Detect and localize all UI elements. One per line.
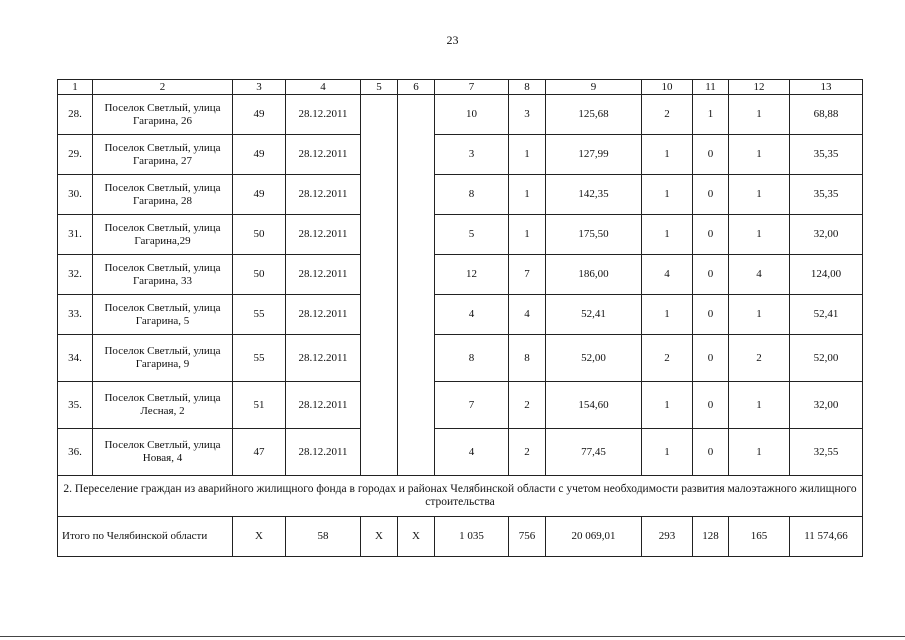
cell-c9: 186,00 — [546, 255, 642, 295]
cell-c10: 1 — [642, 295, 693, 335]
date-cell: 28.12.2011 — [286, 295, 361, 335]
column-header: 5 — [361, 80, 398, 95]
cell-c10: 1 — [642, 215, 693, 255]
cell-col3: 50 — [233, 215, 286, 255]
cell-c13: 32,55 — [790, 429, 863, 476]
address-cell: Поселок Светлый, улица Гагарина, 33 — [93, 255, 233, 295]
cell-c7: 7 — [435, 382, 509, 429]
cell-c11: 0 — [693, 335, 729, 382]
row-number: 29. — [58, 135, 93, 175]
total-cell: 293 — [642, 517, 693, 557]
cell-c11: 1 — [693, 95, 729, 135]
date-cell: 28.12.2011 — [286, 255, 361, 295]
cell-c7: 8 — [435, 335, 509, 382]
cell-c8: 7 — [509, 255, 546, 295]
date-cell: 28.12.2011 — [286, 95, 361, 135]
column-header: 13 — [790, 80, 863, 95]
column-header: 9 — [546, 80, 642, 95]
row-number: 35. — [58, 382, 93, 429]
cell-c12: 2 — [729, 335, 790, 382]
column-header: 4 — [286, 80, 361, 95]
cell-c8: 3 — [509, 95, 546, 135]
cell-c8: 8 — [509, 335, 546, 382]
total-row — [58, 517, 863, 557]
cell-col3: 49 — [233, 95, 286, 135]
address-cell: Поселок Светлый, улица Лесная, 2 — [93, 382, 233, 429]
cell-col3: 49 — [233, 135, 286, 175]
cell-col3: 51 — [233, 382, 286, 429]
cell-c9: 175,50 — [546, 215, 642, 255]
cell-c11: 0 — [693, 175, 729, 215]
cell-c8: 1 — [509, 135, 546, 175]
address-cell: Поселок Светлый, улица Новая, 4 — [93, 429, 233, 476]
cell-c13: 124,00 — [790, 255, 863, 295]
cell-c9: 52,00 — [546, 335, 642, 382]
table-row — [58, 175, 863, 215]
address-cell: Поселок Светлый, улица Гагарина,29 — [93, 215, 233, 255]
cell-c9: 127,99 — [546, 135, 642, 175]
total-cell: 11 574,66 — [790, 517, 863, 557]
cell-c7: 4 — [435, 295, 509, 335]
address-cell: Поселок Светлый, улица Гагарина, 27 — [93, 135, 233, 175]
cell-c11: 0 — [693, 382, 729, 429]
cell-c11: 0 — [693, 255, 729, 295]
cell-c12: 1 — [729, 215, 790, 255]
cell-c12: 1 — [729, 429, 790, 476]
column-header: 6 — [398, 80, 435, 95]
cell-c7: 3 — [435, 135, 509, 175]
total-cell: 1 035 — [435, 517, 509, 557]
column-number-row — [58, 80, 863, 95]
cell-c8: 1 — [509, 175, 546, 215]
row-number: 34. — [58, 335, 93, 382]
column-header: 10 — [642, 80, 693, 95]
merged-col5 — [361, 95, 398, 476]
table-row — [58, 429, 863, 476]
cell-c10: 2 — [642, 335, 693, 382]
column-header: 8 — [509, 80, 546, 95]
cell-c12: 1 — [729, 95, 790, 135]
cell-c12: 1 — [729, 295, 790, 335]
table-row — [58, 295, 863, 335]
cell-c10: 1 — [642, 429, 693, 476]
section-title: 2. Переселение граждан из аварийного жилищного фонда в городах и районах Челябинской области с учетом необходимости развития малоэтажного жилищного строительства — [58, 476, 863, 517]
column-header: 12 — [729, 80, 790, 95]
cell-c8: 2 — [509, 429, 546, 476]
date-cell: 28.12.2011 — [286, 215, 361, 255]
address-cell: Поселок Светлый, улица Гагарина, 26 — [93, 95, 233, 135]
cell-c12: 1 — [729, 382, 790, 429]
total-cell: X — [361, 517, 398, 557]
cell-c7: 5 — [435, 215, 509, 255]
cell-c13: 32,00 — [790, 215, 863, 255]
column-header: 3 — [233, 80, 286, 95]
total-cell: 58 — [286, 517, 361, 557]
data-table — [57, 79, 863, 557]
row-number: 36. — [58, 429, 93, 476]
cell-c10: 2 — [642, 95, 693, 135]
column-header: 1 — [58, 80, 93, 95]
cell-col3: 55 — [233, 335, 286, 382]
cell-c7: 8 — [435, 175, 509, 215]
cell-c12: 4 — [729, 255, 790, 295]
cell-c11: 0 — [693, 135, 729, 175]
address-cell: Поселок Светлый, улица Гагарина, 9 — [93, 335, 233, 382]
total-cell: X — [398, 517, 435, 557]
row-number: 32. — [58, 255, 93, 295]
row-number: 28. — [58, 95, 93, 135]
cell-c9: 52,41 — [546, 295, 642, 335]
total-cell: 20 069,01 — [546, 517, 642, 557]
date-cell: 28.12.2011 — [286, 429, 361, 476]
total-cell: 756 — [509, 517, 546, 557]
table-row — [58, 255, 863, 295]
cell-col3: 50 — [233, 255, 286, 295]
row-number: 30. — [58, 175, 93, 215]
cell-c9: 154,60 — [546, 382, 642, 429]
total-label: Итого по Челябинской области — [58, 517, 233, 557]
cell-c13: 35,35 — [790, 175, 863, 215]
row-number: 31. — [58, 215, 93, 255]
cell-c10: 1 — [642, 382, 693, 429]
cell-c7: 4 — [435, 429, 509, 476]
total-cell: X — [233, 517, 286, 557]
date-cell: 28.12.2011 — [286, 335, 361, 382]
cell-c12: 1 — [729, 175, 790, 215]
total-cell: 165 — [729, 517, 790, 557]
cell-c13: 35,35 — [790, 135, 863, 175]
cell-c13: 52,00 — [790, 335, 863, 382]
date-cell: 28.12.2011 — [286, 175, 361, 215]
table-row — [58, 135, 863, 175]
cell-c13: 52,41 — [790, 295, 863, 335]
cell-c9: 77,45 — [546, 429, 642, 476]
row-number: 33. — [58, 295, 93, 335]
address-cell: Поселок Светлый, улица Гагарина, 28 — [93, 175, 233, 215]
cell-c11: 0 — [693, 429, 729, 476]
column-header: 2 — [93, 80, 233, 95]
cell-c11: 0 — [693, 295, 729, 335]
footer-rule — [0, 636, 905, 637]
cell-c8: 1 — [509, 215, 546, 255]
cell-col3: 47 — [233, 429, 286, 476]
cell-c13: 68,88 — [790, 95, 863, 135]
date-cell: 28.12.2011 — [286, 382, 361, 429]
cell-c12: 1 — [729, 135, 790, 175]
cell-c13: 32,00 — [790, 382, 863, 429]
column-header: 11 — [693, 80, 729, 95]
table-row — [58, 382, 863, 429]
merged-col6 — [398, 95, 435, 476]
column-header: 7 — [435, 80, 509, 95]
address-cell: Поселок Светлый, улица Гагарина, 5 — [93, 295, 233, 335]
cell-c11: 0 — [693, 215, 729, 255]
cell-c7: 12 — [435, 255, 509, 295]
table-row — [58, 95, 863, 135]
table-row — [58, 335, 863, 382]
date-cell: 28.12.2011 — [286, 135, 361, 175]
cell-c7: 10 — [435, 95, 509, 135]
total-cell: 128 — [693, 517, 729, 557]
cell-col3: 55 — [233, 295, 286, 335]
table-row — [58, 215, 863, 255]
cell-c10: 1 — [642, 135, 693, 175]
section-row — [58, 476, 863, 517]
cell-c8: 4 — [509, 295, 546, 335]
cell-c8: 2 — [509, 382, 546, 429]
page-number: 23 — [446, 33, 459, 47]
cell-col3: 49 — [233, 175, 286, 215]
cell-c10: 1 — [642, 175, 693, 215]
cell-c9: 142,35 — [546, 175, 642, 215]
cell-c9: 125,68 — [546, 95, 642, 135]
cell-c10: 4 — [642, 255, 693, 295]
